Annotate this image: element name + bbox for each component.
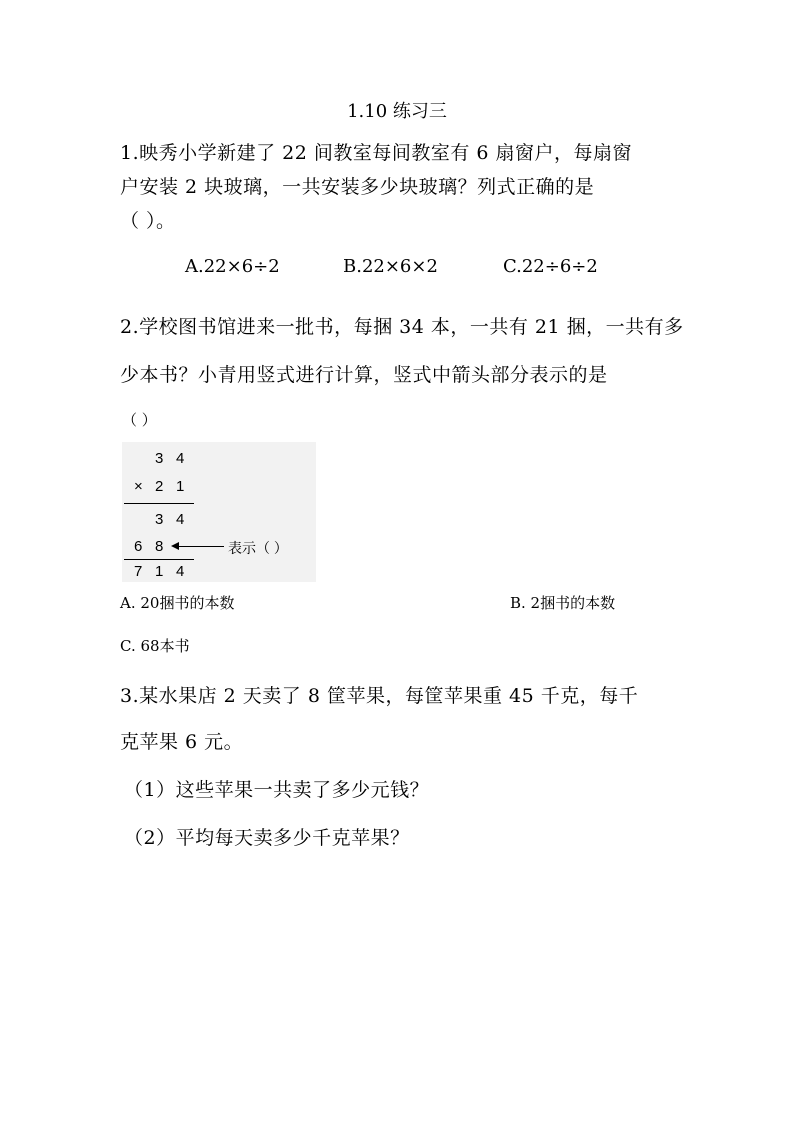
arrow-shaft xyxy=(178,546,224,547)
q3-text-line1: 3.某水果店 2 天卖了 8 筐苹果，每筐苹果重 45 千克，每千 xyxy=(120,685,639,707)
figure-digit: 1 xyxy=(176,478,185,495)
q1-text-line1: 1.映秀小学新建了 22 间教室每间教室有 6 扇窗户，每扇窗 xyxy=(120,142,633,164)
page-title: 1.10 练习三 xyxy=(347,101,447,122)
q2-option-c: C. 68本书 xyxy=(120,637,190,655)
q2-text-line1: 2.学校图书馆进来一批书，每捆 34 本，一共有 21 捆，一共有多 xyxy=(120,316,684,338)
q1-text-line2: 户安装 2 块玻璃，一共安装多少块玻璃？列式正确的是 xyxy=(120,176,595,198)
q2-option-a: A. 20捆书的本数 xyxy=(120,594,235,612)
q1-answer-blank: （ ）。 xyxy=(120,210,176,232)
q2-text-line2: 少本书？小青用竖式进行计算，竖式中箭头部分表示的是 xyxy=(120,364,608,386)
figure-digit: 4 xyxy=(176,450,185,467)
q1-option-b: B.22×6×2 xyxy=(343,256,438,277)
figure-digit: 4 xyxy=(176,511,185,528)
figure-digit: 7 xyxy=(134,563,143,580)
q2-option-b: B. 2捆书的本数 xyxy=(510,594,616,612)
figure-digit: 1 xyxy=(155,563,164,580)
figure-digit: 8 xyxy=(155,538,164,555)
q1-option-a: A.22×6÷2 xyxy=(185,256,280,277)
figure-digit: 4 xyxy=(176,563,185,580)
multiplication-figure xyxy=(122,442,316,582)
q3-text-line2: 克苹果 6 元。 xyxy=(120,731,244,753)
q2-answer-blank: （ ） xyxy=(122,411,157,429)
figure-digit: 3 xyxy=(155,511,164,528)
q1-option-c: C.22÷6÷2 xyxy=(503,256,598,277)
figure-multiply-sign: × xyxy=(134,478,143,495)
q3-subquestion-2: （2）平均每天卖多少千克苹果？ xyxy=(124,827,410,849)
figure-rule xyxy=(124,503,194,504)
figure-rule xyxy=(124,559,194,560)
arrow-label: 表示（ ） xyxy=(228,540,288,556)
figure-digit: 2 xyxy=(155,478,164,495)
figure-digit: 6 xyxy=(134,538,143,555)
q3-subquestion-1: （1）这些苹果一共卖了多少元钱？ xyxy=(124,779,430,801)
figure-digit: 3 xyxy=(155,450,164,467)
